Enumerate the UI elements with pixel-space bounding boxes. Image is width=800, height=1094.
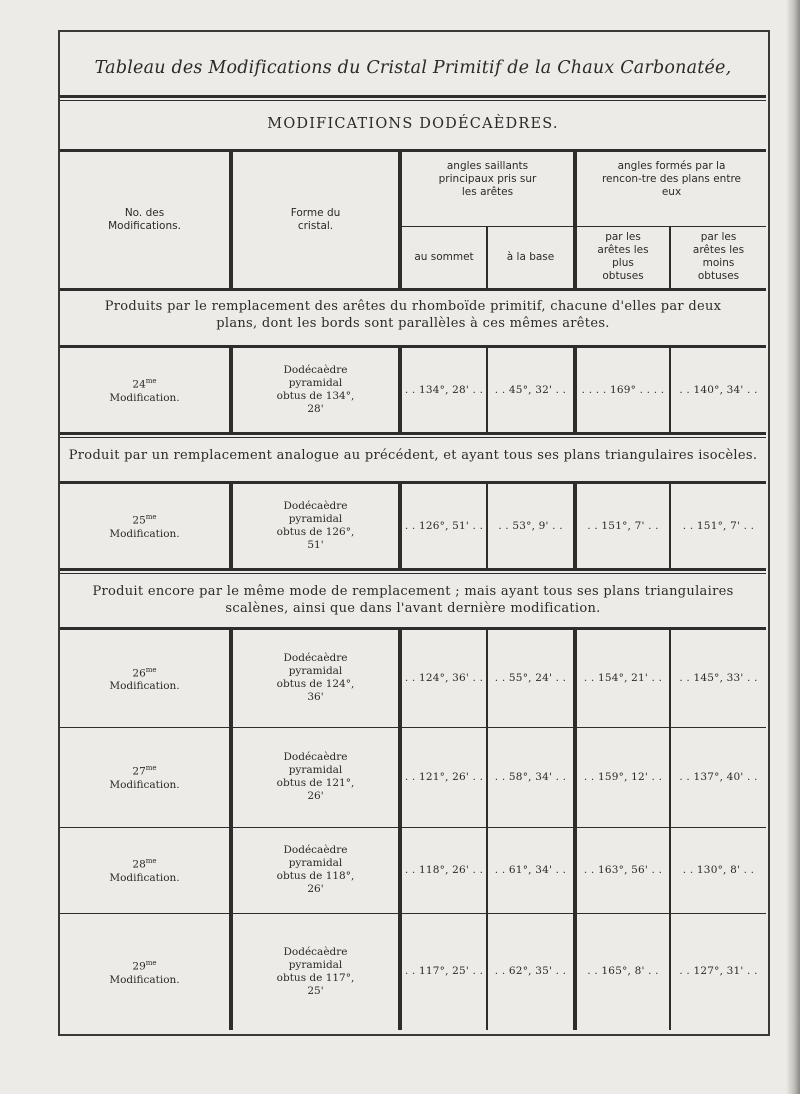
row-moins: . . 151°, 7' . . bbox=[670, 484, 766, 568]
header-base: à la base bbox=[487, 226, 575, 288]
section-1-bottom-rule-thin bbox=[60, 437, 766, 438]
row-forme: Dodécaèdre pyramidal obtus de 124°, 36' bbox=[231, 630, 400, 727]
row-base: . . 61°, 34' . . bbox=[487, 827, 575, 913]
table-row bbox=[60, 827, 766, 913]
row-num: $27^{me}$ Modification. bbox=[60, 727, 231, 827]
row-plus: . . 163°, 56' . . bbox=[575, 827, 670, 913]
row-num: $28^{me}$ Modification. bbox=[60, 827, 231, 913]
section-1-text: Produits par le remplacement des arêtes du rhomboïde primitif, chacune d'elles par deux plans, dont les bords sont parallèles à ces mêmes arêtes. bbox=[104, 299, 722, 331]
row-forme: Dodécaèdre pyramidal obtus de 134°, 28' bbox=[231, 348, 400, 432]
row-sommet: . . 134°, 28' . . bbox=[400, 348, 487, 432]
row-sommet: . . 118°, 26' . . bbox=[400, 827, 487, 913]
header-sommet: au sommet bbox=[400, 226, 487, 288]
row-moins: . . 140°, 34' . . bbox=[670, 348, 766, 432]
section-1-table bbox=[60, 348, 766, 432]
row-forme: Dodécaèdre pyramidal obtus de 117°, 25' bbox=[231, 913, 400, 1030]
header-forme: Forme du cristal. bbox=[231, 152, 400, 288]
table-row bbox=[60, 913, 766, 1030]
table-row bbox=[60, 348, 766, 432]
page-title: Tableau des Modifications du Cristal Primitif de la Chaux Carbonatée, bbox=[94, 58, 732, 78]
title-rule bbox=[60, 95, 766, 98]
page-edge-shadow bbox=[786, 0, 800, 1094]
section-3-text: Produit encore par le même mode de remplacement ; mais ayant tous ses plans triangulaires scalènes, ainsi que dans l'avant dernière modification. bbox=[92, 584, 734, 616]
section-2-bottom-rule-thin bbox=[60, 573, 766, 574]
row-plus: . . 154°, 21' . . bbox=[575, 630, 670, 727]
header-angles-formes: angles formés par la rencon-tre des plans entre eux bbox=[575, 152, 766, 226]
row-forme: Dodécaèdre pyramidal obtus de 118°, 26' bbox=[231, 827, 400, 913]
section-2-table bbox=[60, 484, 766, 568]
row-sommet: . . 117°, 25' . . bbox=[400, 913, 487, 1030]
header-plus-obtuses: par les arêtes les plus obtuses bbox=[575, 226, 670, 288]
row-base: . . 62°, 35' . . bbox=[487, 913, 575, 1030]
row-forme: Dodécaèdre pyramidal obtus de 126°, 51' bbox=[231, 484, 400, 568]
section-3-table bbox=[60, 630, 766, 1030]
section-2-text: Produit par un remplacement analogue au précédent, et ayant tous ses plans triangulaires isocèles. bbox=[68, 448, 758, 463]
row-sommet: . . 124°, 36' . . bbox=[400, 630, 487, 727]
row-moins: . . 145°, 33' . . bbox=[670, 630, 766, 727]
row-plus: . . 151°, 7' . . bbox=[575, 484, 670, 568]
row-moins: . . 137°, 40' . . bbox=[670, 727, 766, 827]
table-row bbox=[60, 727, 766, 827]
row-base: . . 55°, 24' . . bbox=[487, 630, 575, 727]
row-plus: . . . . 169° . . . . bbox=[575, 348, 670, 432]
header-table bbox=[60, 152, 766, 288]
row-num: $29^{me}$ Modification. bbox=[109, 959, 180, 986]
table-subtitle: MODIFICATIONS DODÉCAÈDRES. bbox=[267, 116, 559, 132]
header-rule bbox=[60, 288, 766, 291]
row-plus: . . 159°, 12' . . bbox=[575, 727, 670, 827]
row-base: . . 58°, 34' . . bbox=[487, 727, 575, 827]
header-angles-saillants: angles saillants principaux pris sur les arêtes bbox=[400, 152, 575, 226]
row-num: $26^{me}$ Modification. bbox=[60, 630, 231, 727]
row-sommet: . . 126°, 51' . . bbox=[400, 484, 487, 568]
row-base: . . 45°, 32' . . bbox=[487, 348, 575, 432]
row-moins: . . 127°, 31' . . bbox=[670, 913, 766, 1030]
row-sommet: . . 121°, 26' . . bbox=[400, 727, 487, 827]
table-row bbox=[60, 630, 766, 727]
row-base: . . 53°, 9' . . bbox=[487, 484, 575, 568]
section-1-bottom-rule bbox=[60, 432, 766, 435]
header-no: No. des Modifications. bbox=[108, 207, 181, 232]
row-plus: . . 165°, 8' . . bbox=[575, 913, 670, 1030]
row-forme: Dodécaèdre pyramidal obtus de 121°, 26' bbox=[231, 727, 400, 827]
table-row bbox=[60, 484, 766, 568]
section-2-bottom-rule bbox=[60, 568, 766, 571]
row-num: $24^{me}$ Modification. bbox=[109, 377, 180, 404]
header-moins-obtuses: par les arêtes les moins obtuses bbox=[670, 226, 766, 288]
row-num: $25^{me}$ Modification. bbox=[109, 513, 180, 540]
row-moins: . . 130°, 8' . . bbox=[670, 827, 766, 913]
title-rule-thin bbox=[60, 100, 766, 101]
